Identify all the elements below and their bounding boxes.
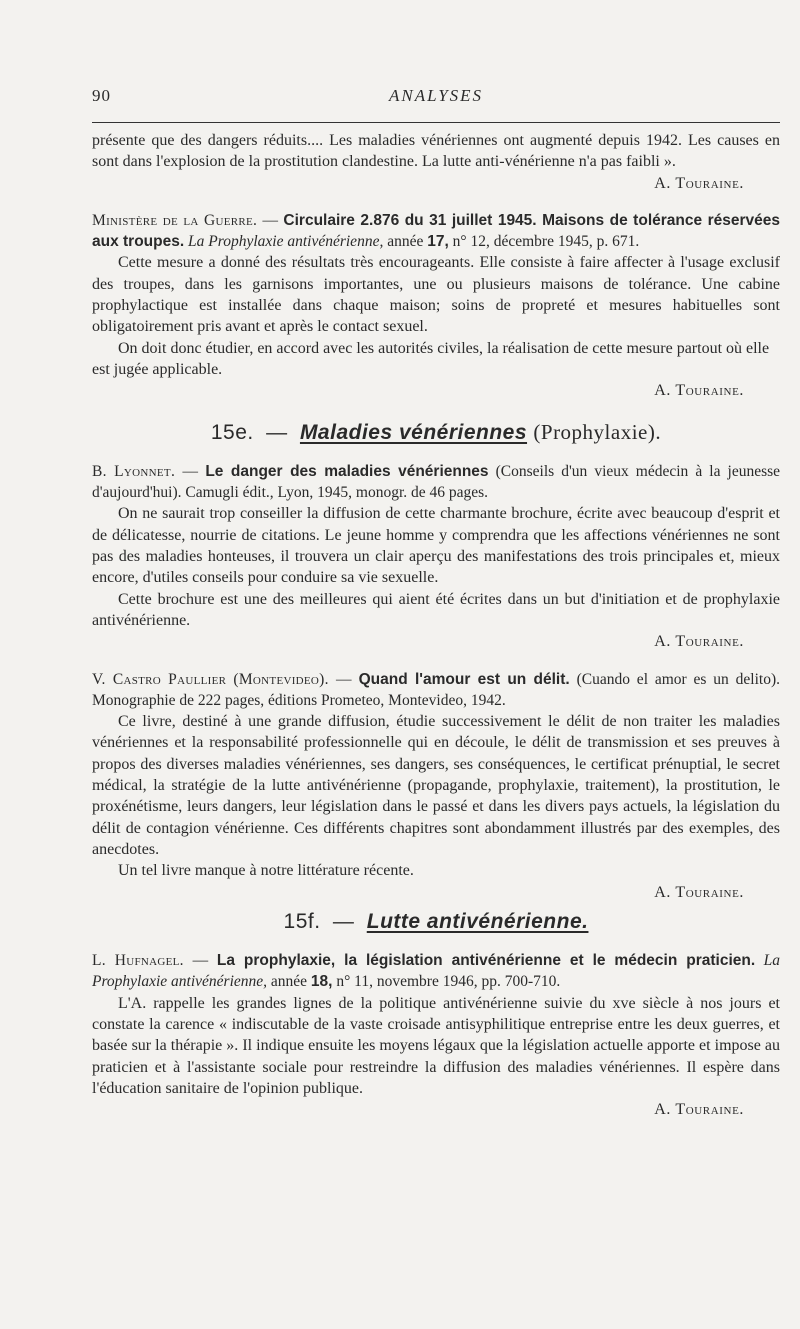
- entry-author: B. Lyonnet. —: [92, 462, 199, 480]
- page-header: [92, 86, 780, 110]
- entry-lyonnet-para1: On ne saurait trop conseiller la diffusion de cette charmante brochure, écrite avec beaucoup d'esprit et de délicatesse, nourrie de citations. Le jeune homme y comprendra que les affections vénériennes ne sont pas des maladies honteuses, il trouvera un clair aperçu des manifestations des trois principales et, mieux encore, d'utiles conseils pour conduire sa vie sexuelle.: [92, 505, 780, 587]
- entry-ref-pre: année: [387, 233, 424, 251]
- entry-lyonnet-para2: Cette brochure est une des meilleures qui aient été écrites dans un but d'initiation et de prophylaxie antivénérienne.: [92, 590, 780, 629]
- entry-castro-para1: Ce livre, destiné à une grande diffusion, étudie successivement le délit de non traiter les maladies vénériennes et la responsabilité professionnelle qui en découle, le délit de transmission et ses preuves à propos des diverses maladies vénériennes, ses dangers, ses conséquences, le certificat prénuptial, le secret médical, la stratégie de la lutte antivénérienne (propagande, prophylaxie, traitement), la prostitution, le proxénétisme, leurs dangers, leur législation dans le passé et dans les divers pays actuels, la législation du délit de contagion vénérienne. Ces différents chapitres sont abondamment illustrés par des exemples, des anecdotes.: [92, 713, 780, 858]
- entry-lyonnet-signature: A. Touraine.: [654, 633, 744, 651]
- section-title: Maladies vénériennes: [299, 420, 528, 444]
- entry-journal: La Prophylaxie antivénérienne,: [92, 952, 781, 991]
- entry-ref: (Conseils d'un vieux médecin à la jeunesse d'aujourd'hui). Camugli édit., Lyon, 1945, monogr. de 46 pages.: [92, 462, 781, 502]
- entry-hufnagel-signature: A. Touraine.: [654, 1101, 744, 1119]
- entry-lyonnet: [92, 461, 780, 653]
- header-rule: [92, 122, 780, 123]
- entry-ref: (Cuando el amor es un delito). Monographie de 222 pages, éditions Prometeo, Montevideo, 1942.: [92, 670, 780, 709]
- entry-hufnagel-citation: [92, 950, 780, 993]
- entry-castro: [92, 669, 780, 903]
- entry-hufnagel-para1: L'A. rappelle les grandes lignes de la politique antivénérienne suivie du xve siècle à nos jours et constate la carence « indiscutable de la vaste croisade antisyphilitique entreprise entre les deux guerres, et basée sur la thérapie ». Il indique ensuite les moyens légaux que la législation actuelle apporte et impose au praticien et à l'assistante sociale pour restreindre la diffusion des maladies vénériennes. Il espère dans l'éducation sanitaire de l'opinion publique.: [92, 994, 780, 1097]
- entry-author: Ministère de la Guerre. —: [92, 211, 279, 229]
- entry-volume: 17,: [427, 233, 449, 251]
- entry-journal: La Prophylaxie antivénérienne,: [188, 233, 384, 251]
- entry-ministere-para2: On doit donc étudier, en accord avec les autorités civiles, la réalisation de cette mesure partout où elle est jugée applicable.: [92, 339, 770, 378]
- entry-castro-para2: Un tel livre manque à notre littérature récente.: [118, 862, 414, 880]
- entry-ministere-para1: Cette mesure a donné des résultats très encourageants. Elle consiste à faire affecter à l'usage exclusif des troupes, dans les garnisons importantes, une ou plusieurs maisons de tolérance. Une cabine prophylactique est installée dans chaque maison; soins de propreté et mesures habituelles sont obligatoirement pris avant et après le contact sexuel.: [92, 254, 780, 336]
- entry-author: L. Hufnagel. —: [92, 952, 209, 970]
- entry-title: Quand l'amour est un délit.: [358, 670, 570, 688]
- section-dash: —: [266, 420, 288, 444]
- section-subtitle: (Prophylaxie).: [533, 419, 662, 444]
- section-code: 15f.: [283, 909, 321, 933]
- entry-volume: 18,: [310, 973, 333, 991]
- running-title: ANALYSES: [388, 86, 484, 105]
- entry-author: V. Castro Paullier (Montevideo). —: [92, 670, 352, 688]
- entry-title: Le danger des maladies vénériennes: [205, 462, 489, 480]
- entry-title: Circulaire 2.876 du 31 juillet 1945. Maisons de tolérance réservées aux troupes.: [92, 211, 780, 251]
- entry-castro-citation: [92, 669, 780, 712]
- entry-ref-post: n° 11, novembre 1946, pp. 700-710.: [336, 973, 561, 991]
- entry-lyonnet-citation: [92, 461, 780, 504]
- section-title: Lutte antivénérienne.: [366, 909, 589, 933]
- intro-paragraph: présente que des dangers réduits.... Les maladies vénériennes ont augmenté depuis 1942. Les causes en sont dans l'explosion de la prostitution clandestine. La lutte anti-vénérienne n'a pas faibli ».: [92, 132, 780, 171]
- article-body: [92, 130, 780, 1120]
- entry-ref-post: n° 12, décembre 1945, p. 671.: [452, 233, 640, 251]
- section-dash: —: [332, 909, 355, 933]
- entry-title: La prophylaxie, la législation antivénérienne et le médecin praticien.: [216, 952, 756, 970]
- section-heading-15e: [92, 419, 780, 444]
- entry-hufnagel: [92, 950, 780, 1120]
- section-heading-15f: [92, 911, 780, 932]
- entry-ministere-signature: A. Touraine.: [654, 382, 744, 400]
- intro-signature: A. Touraine.: [654, 174, 744, 192]
- entry-ministere: [92, 210, 780, 402]
- page-number: 90: [92, 86, 111, 105]
- entry-ministere-para2-row: [92, 338, 780, 381]
- entry-ministere-citation: [92, 210, 780, 253]
- entry-castro-signature: A. Touraine.: [654, 883, 744, 901]
- section-code: 15e.: [210, 420, 254, 444]
- entry-ref-pre: année: [270, 973, 308, 991]
